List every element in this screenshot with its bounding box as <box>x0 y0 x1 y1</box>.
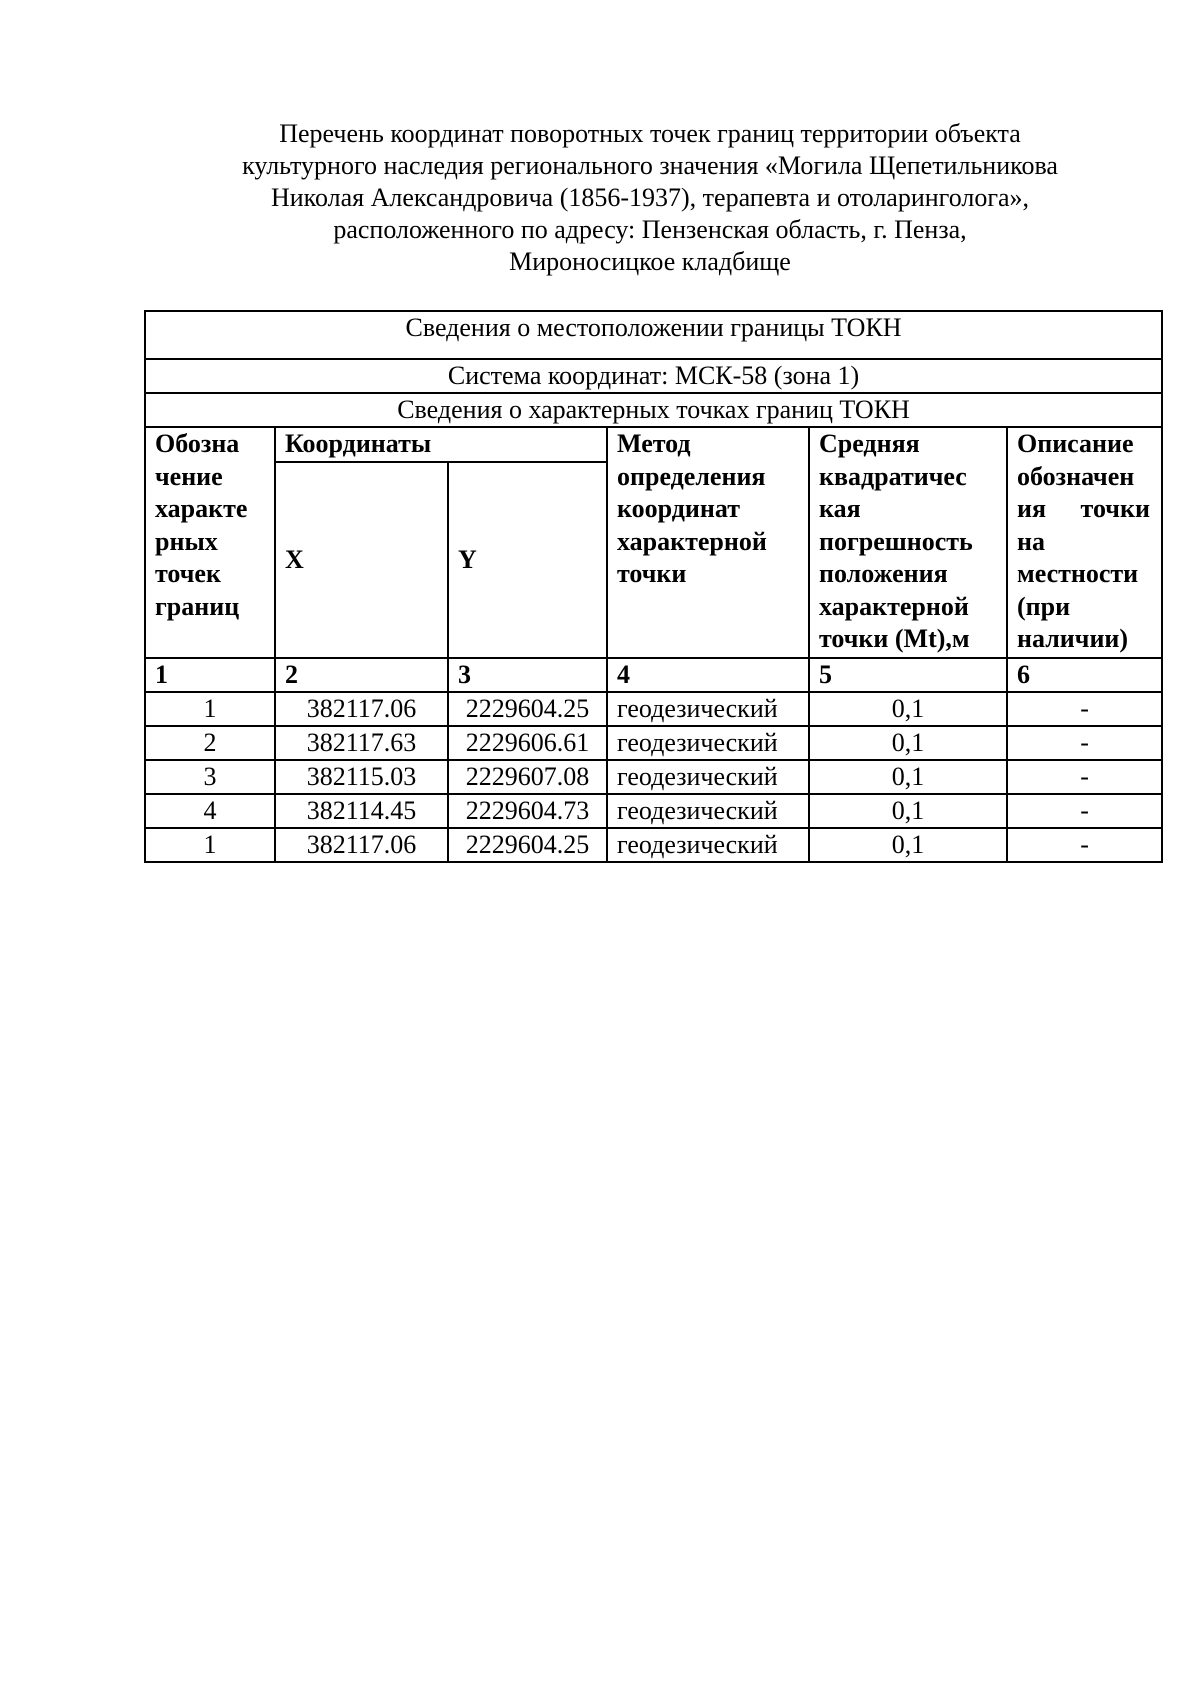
points-header: Сведения о характерных точках границ ТОКН <box>145 393 1162 427</box>
col-header-y: Y <box>448 462 607 658</box>
cell-method: геодезический <box>607 794 809 828</box>
cell-description: - <box>1007 794 1162 828</box>
cell-x: 382114.45 <box>275 794 448 828</box>
cell-y: 2229607.08 <box>448 760 607 794</box>
column-number: 5 <box>809 658 1007 692</box>
cell-method: геодезический <box>607 760 809 794</box>
header-line: точки (Mt),м <box>819 624 970 653</box>
cell-description: - <box>1007 828 1162 862</box>
cell-method: геодезический <box>607 828 809 862</box>
title-line: Перечень координат поворотных точек границ территории объекта <box>279 119 1021 148</box>
table-row <box>145 760 1162 794</box>
cell-error: 0,1 <box>809 726 1007 760</box>
column-number-row <box>145 658 1162 692</box>
info-header: Сведения о местоположении границы ТОКН <box>145 311 1162 359</box>
column-number: 1 <box>145 658 275 692</box>
cell-point: 3 <box>145 760 275 794</box>
cell-x: 382117.06 <box>275 828 448 862</box>
col-header-description <box>1007 427 1162 658</box>
header-line: характерной <box>617 526 767 556</box>
header-line: погрешность <box>819 526 973 556</box>
table-row <box>145 726 1162 760</box>
cell-point: 1 <box>145 828 275 862</box>
header-line: чение <box>155 461 223 491</box>
cell-error: 0,1 <box>809 794 1007 828</box>
table-row <box>145 828 1162 862</box>
header-line: характе <box>155 494 248 523</box>
title-line: расположенного по адресу: Пензенская область, г. Пенза, <box>333 215 967 244</box>
table-info-row <box>145 311 1162 359</box>
header-line: определения <box>617 461 766 491</box>
col-header-x: X <box>275 462 448 658</box>
cell-y: 2229604.73 <box>448 794 607 828</box>
header-line: ия точки <box>1017 494 1150 523</box>
header-line: Средняя <box>819 429 920 458</box>
cell-x: 382117.63 <box>275 726 448 760</box>
table-row <box>145 794 1162 828</box>
cell-method: геодезический <box>607 692 809 726</box>
cell-error: 0,1 <box>809 828 1007 862</box>
column-number: 3 <box>448 658 607 692</box>
header-line: координат <box>617 494 740 523</box>
cell-point: 2 <box>145 726 275 760</box>
header-line: обозначен <box>1017 461 1135 491</box>
cell-description: - <box>1007 726 1162 760</box>
col-header-coordinates: Координаты <box>275 427 607 462</box>
cell-error: 0,1 <box>809 760 1007 794</box>
cell-x: 382117.06 <box>275 692 448 726</box>
cell-y: 2229604.25 <box>448 828 607 862</box>
cell-x: 382115.03 <box>275 760 448 794</box>
cell-method: геодезический <box>607 726 809 760</box>
title-line: Николая Александровича (1856-1937), терапевта и отоларинголога», <box>270 183 1030 212</box>
cell-description: - <box>1007 760 1162 794</box>
header-line: кая <box>819 494 861 523</box>
header-line: (при <box>1017 591 1071 621</box>
header-line: местности <box>1017 559 1139 588</box>
title-line: Мироносицкое кладбище <box>509 247 791 276</box>
col-header-method <box>607 427 809 658</box>
cell-point: 1 <box>145 692 275 726</box>
coordinates-table <box>144 310 1163 863</box>
title-line: культурного наследия регионального значения «Могила Щепетильникова <box>242 151 1058 180</box>
cell-description: - <box>1007 692 1162 726</box>
header-line: Обозна <box>155 429 240 458</box>
header-line: Описание <box>1017 429 1134 458</box>
header-line: характерной <box>819 591 969 621</box>
col-header-error <box>809 427 1007 658</box>
header-line: границ <box>155 591 240 621</box>
cell-point: 4 <box>145 794 275 828</box>
table-system-row <box>145 359 1162 393</box>
header-line: точки <box>617 559 687 588</box>
header-line: рных <box>155 526 218 556</box>
column-number: 6 <box>1007 658 1162 692</box>
header-line: на <box>1017 526 1045 556</box>
table-row <box>145 692 1162 726</box>
header-line: наличии) <box>1017 624 1129 653</box>
header-line: точек <box>155 559 221 588</box>
coord-system: Система координат: МСК-58 (зона 1) <box>145 359 1162 393</box>
document-title <box>150 118 1150 278</box>
header-line: квадратичес <box>819 461 967 491</box>
column-number: 2 <box>275 658 448 692</box>
header-line: положения <box>819 559 948 588</box>
table-points-row <box>145 393 1162 427</box>
column-number: 4 <box>607 658 809 692</box>
header-line: Метод <box>617 429 691 458</box>
cell-error: 0,1 <box>809 692 1007 726</box>
cell-y: 2229604.25 <box>448 692 607 726</box>
column-header-row <box>145 427 1162 462</box>
cell-y: 2229606.61 <box>448 726 607 760</box>
col-header-designation <box>145 427 275 658</box>
